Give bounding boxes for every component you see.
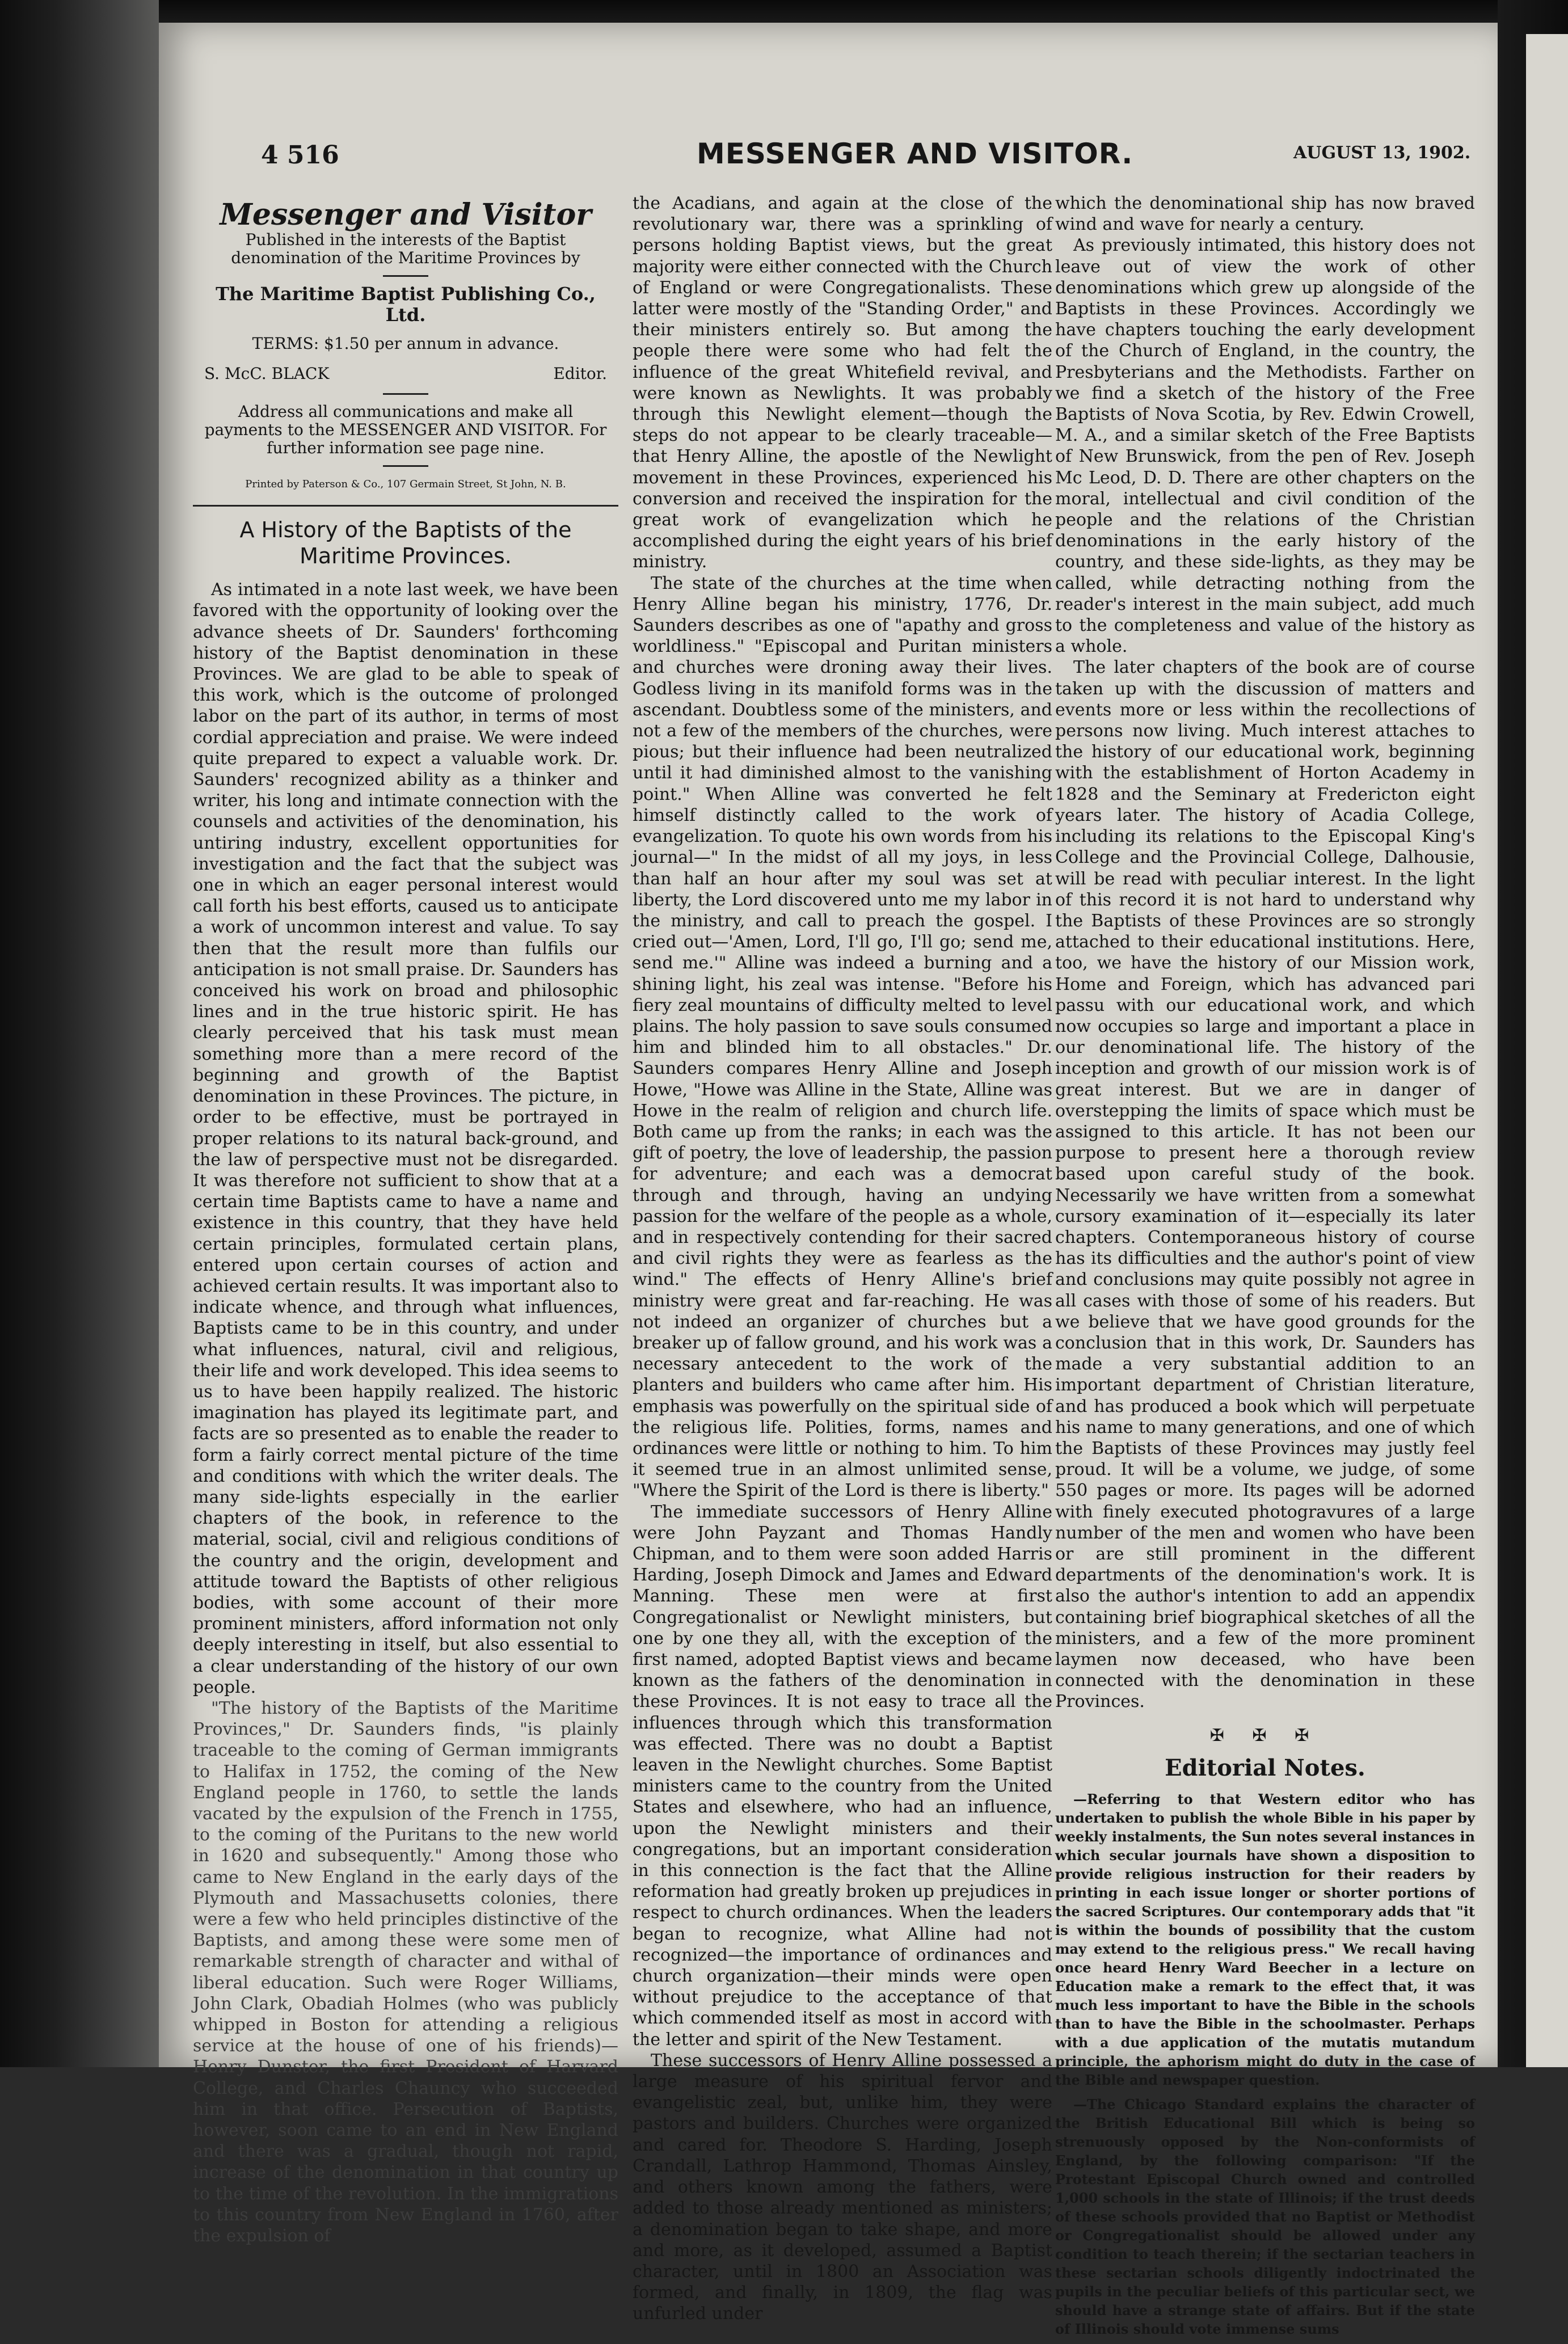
article-paragraph: As intimated in a note last week, we have been favored with the opportunity of looking over the advance sheets of Dr. Saunders' forthcoming history of the Baptist denomination in these Provinces. We are glad to be able to speak of this work, which is the outcome of prolonged labor on the part of its author, in terms of most cordial appreciation and praise. We were indeed quite prepared to expect a valuable work. Dr. Saunders' recognized ability as a thinker and writer, his long and intimate connection with the counsels and activities of the denomination, his untiring industry, excellent opportunities for investigation and the fact that the subject was one in which an eager personal interest would call forth his best efforts, caused us to anticipate a work of uncommon interest and value. To say then that the result more than fulfils our anticipation is not small praise. Dr. Saunders has conceived his work on broad and philosophic lines and in the true historic spirit. He has clearly perceived that his task must mean something more than a mere record of the beginning and growth of the Baptist denomination in these Provinces. The picture, in order to be effective, must be portrayed in proper relations to its natural back-ground, and the law of perspective must not be disregarded. It was therefore not sufficient to show that at a certain time Baptists came to have a name and existence in this country, that they have held certain principles, formulated certain plans, entered upon certain courses of action and achieved certain results. It was important also to indicate whence, and through what influences, Baptists came to be in this country, and under what influences, natural, civil and religious, their life and work developed. This idea seems to us to have been happily realized. The historic imagination has played its legitimate part, and facts are so presented as to enable the reader to form a fairly correct mental picture of the time and conditions with which the writer deals. The many side-lights especially in the earlier chapters of the book, in reference to the material, social, civil and religious conditions of the country and the origin, development and attitude toward the Baptists of other religious bodies, with some account of their more prominent ministers, afford information not only deeply interesting in itself, but also essential to a clear understanding of the history of our own people. xyxy=(193,580,618,1697)
short-rule xyxy=(383,393,428,395)
editorial-note: —Referring to that Western editor who has undertaken to publish the whole Bible in his paper by weekly instalments, the Sun notes several instances in which secular journals have shown a disposition to provide religious instruction for their readers by printing in each issue longer or shorter portions of the sacred Scriptures. Our contemporary adds that "it is within the bounds of possibility that the custom may extend to the religious press." We recall having once heard Henry Ward Beecher in a lecture on Education make a remark to the effect that, it was much less important to have the Bible in the schools than to have the Bible in the schoolmaster. Perhaps with a due application of the mutatis mutandum principle, the aphorism might do duty in the case of the Bible and newspaper question. xyxy=(1055,1791,1475,2089)
editorial-notes-title: Editorial Notes. xyxy=(1165,1754,1365,1781)
editorial-notes-body xyxy=(1055,1790,1475,2338)
newspaper-page xyxy=(159,23,1498,2338)
printer-line: Printed by Paterson & Co., 107 Germain Street, St John, N. B. xyxy=(245,478,566,491)
masthead-title: Messenger and Visitor xyxy=(220,197,592,232)
column-3 xyxy=(1055,193,1475,2344)
issue-date: AUGUST 13, 1902. xyxy=(1293,143,1471,163)
article-paragraph: The immediate successors of Henry Alline were John Payzant and Thomas Handly Chipman, and to them were soon added Harris Harding, Joseph Dimock and James and Edward Manning. These men were at first Congregationalist or Newlight ministers, but one by one they all, with the exception of the first named, adopted Baptist views and became known as the fathers of the denomination in these Provinces. It is not easy to trace all the influences through which this transformation was effected. There was no doubt a Baptist leaven in the Newlight churches. Some Baptist ministers came to the country from the United States and elsewhere, who had an influence, upon the Newlight ministers and their congregations, but an important consideration in this connection is the fact that the Alline reformation had greatly broken up prejudices in respect to church ordinances. When the leaders began to recognize, what Alline had not recognized—the importance of ordinances and church organization—their minds were open without prejudice to the acceptance of that which commended itself as most in accord with the letter and spirit of the New Testament. xyxy=(633,1502,1052,2050)
editor-name: S. McC. BLACK xyxy=(204,364,330,383)
article-paragraph: "The history of the Baptists of the Maritime Provinces," Dr. Saunders finds, "is plainly traceable to the coming of German immigrants to Halifax in 1752, the coming of the New England people in 1760, to settle the lands vacated by the expulsion of the French in 1755, to the coming of the Puritans to the new world in 1620 and subsequently." Among those who came to New England in the early days of the Plymouth and Massachusetts colonies, there were a few who held principles distinctive of the Baptists, and among these were some men of remarkable strength of character and withal of liberal education. Such were Roger Williams, John Clark, Obadiah Holmes (who was publicly whipped in Boston for attending a religious service at the house of one of his friends)—Henry Dunster, the first President of Harvard College, and Charles Chauncy who succeeded him in that office. Persecution of Baptists, however, soon came to an end in New England and there was a gradual, though not rapid, increase of the denomination in that country up to the time of the revolution. In the immigrations to this country from New England in 1760, after the expulsion of xyxy=(193,1698,618,2246)
article-paragraph: The later chapters of the book are of course taken up with the discussion of matters and events more or less within the recollections of persons now living. Much interest attaches to the history of our educational work, beginning with the establishment of Horton Academy in 1828 and the Seminary at Fredericton eight years later. The history of Acadia College, including its relations to the Episcopal King's College and the Provincial College, Dalhousie, will be read with peculiar interest. In the light of this record it is not hard to understand why the Baptists of these Provinces are so strongly attached to their educational institutions. Here, too, we have the history of our Mission work, Home and Foreign, which has advanced pari passu with our educational work, and which now occupies so large and important a place in our denominational life. The history of the inception and growth of our mission work is of great interest. But we are in danger of overstepping the limits of space which must be assigned to this article. It has not been our purpose to present here a thorough review based upon careful study of the book. Necessarily we have written from a somewhat cursory examination of it—especially its later chapters. Contemporaneous history of course has its difficulties and the author's point of view and conclusions may quite possibly not agree in all cases with those of some of his readers. But we believe that we have good grounds for the conclusion that in this work, Dr. Saunders has made a very substantial addition to an important department of Christian literature, and has produced a book which will perpetuate his name to many generations, and one of which the Baptists of these Provinces may justly feel proud. It will be a volume, we judge, of some 550 pages or more. Its pages will be adorned with finely executed photogravures of a large number of the men and women who have been or are still prominent in the different departments of the denomination's work. It is also the author's intention to add an appendix containing brief biographical sketches of all the ministers, and a few of the more prominent laymen now deceased, who have been connected with the denomination in these Provinces. xyxy=(1055,657,1475,1712)
article-paragraph: These successors of Henry Alline possessed a large measure of his spiritual fervor and evangelistic zeal, but, unlike him, they were pastors and builders. Churches were organized and cared for. Theodore S. Harding, Joseph Crandall, Lathrop Hammond, Thomas Ainsley, and others known among the fathers, were added to those already mentioned as ministers; a denomination began to take shape, and more and more, as it developed, assumed a Baptist character, until in 1800 an Association was formed, and finally, in 1809, the flag was unfurled under xyxy=(633,2050,1052,2324)
next-page-edge xyxy=(1526,34,1568,2067)
publisher-name: The Maritime Baptist Publishing Co., Ltd. xyxy=(216,283,596,326)
masthead-subtitle: Published in the interests of the Baptist denomination of the Maritime Provinces by xyxy=(231,230,580,268)
page-header xyxy=(159,23,1498,182)
scan-left-border xyxy=(0,0,159,2067)
article-body-col1 xyxy=(193,579,618,2246)
editor-line xyxy=(204,363,607,384)
article-title: A History of the Baptists of the Maritime Provinces. xyxy=(239,517,572,569)
column-2 xyxy=(633,193,1052,2325)
address-notice: Address all communications and make all payments to the MESSENGER AND VISITOR. For further information see page nine. xyxy=(204,402,607,458)
article-paragraph: As previously intimated, this history does not leave out of view the work of other denominations which grew up alongside of the Baptists in these Provinces. Accordingly we have chapters touching the early development of the Church of England, in the country, the Presbyterians and the Methodists. Farther on we find a sketch of the history of the Free Baptists of Nova Scotia, by Rev. Edwin Crowell, M. A., and a similar sketch of the Free Baptists of New Brunswick, from the pen of Rev. Joseph Mc Leod, D. D. There are other chapters on the moral, intellectual and civil condition of the people and the relations of the Christian denominations in the early history of the country, and these side-lights, as they may be called, while detracting nothing from the reader's interest in the main subject, add much to the completeness and value of the history as a whole. xyxy=(1055,235,1475,657)
editorial-note: —The Chicago Standard explains the character of the British Educational Bill which is being so strenuously opposed by the Non-conformists of England, by the following comparison: "If the Protestant Episcopal Church owned and controlled 1,000 schools in the state of Illinois; if the trust deeds of these schools provided that no Baptist or Methodist or Congregationalist should be allowed under any condition to teach therein; if the sectarian teachers in these sectarian schools diligently indoctrinated the pupils in the peculiar beliefs of this particular sect, we should have a strange state of affairs. But if the state of Illinois should vote immense sums xyxy=(1055,2096,1475,2338)
paper-title: MESSENGER AND VISITOR. xyxy=(697,137,1133,170)
article-paragraph: The state of the churches at the time when Henry Alline began his ministry, 1776, Dr. Saunders describes as one of "apathy and gross worldliness." "Episcopal and Puritan ministers and churches were droning away their lives. Godless living in its manifold forms was in the ascendant. Doubtless some of the ministers, and not a few of the members of the churches, were pious; but their influence had been neutralized until it had diminished almost to the vanishing point." When Alline was converted he felt himself distinctly called to the work of evangelization. To quote his own words from his journal—" In the midst of all my joys, in less than half an hour after my soul was set at liberty, the Lord discovered unto me my labor in the ministry, and call to preach the gospel. I cried out—'Amen, Lord, I'll go, I'll go; send me, send me.'" Alline was indeed a burning and a shining light, his zeal was intense. "Before his fiery zeal mountains of difficulty melted to level plains. The holy passion to save souls consumed him and blinded him to all obstacles." Dr. Saunders compares Henry Alline and Joseph Howe, "Howe was Alline in the State, Alline was Howe in the realm of religion and church life. Both came up from the ranks; in each was the gift of poetry, the love of leadership, the passion for adventure; and each was a democrat through and through, having an undying passion for the welfare of the people as a whole, and in respectively contending for their sacred and civil rights they were as fearless as the wind." The effects of Henry Alline's brief ministry were great and far-reaching. He was not indeed an organizer of churches but a breaker up of fallow ground, and his work was a necessary antecedent to the work of the planters and builders who came after him. His emphasis was powerfully on the spiritual side of the religious life. Polities, forms, names and ordinances were little or nothing to him. To him it seemed true in an almost unlimited sense, "Where the Spirit of the Lord is there is liberty." xyxy=(633,573,1052,1501)
section-separator: ✠ ✠ ✠ xyxy=(1209,1725,1321,1746)
masthead-box xyxy=(193,197,618,495)
article-paragraph: which the denominational ship has now braved wind and wave for nearly a century. xyxy=(1055,193,1475,235)
short-rule xyxy=(383,465,428,467)
column-1 xyxy=(193,193,618,2246)
page-number: 4 516 xyxy=(261,141,339,170)
editor-role: Editor. xyxy=(553,364,607,383)
article-paragraph: the Acadians, and again at the close of the revolutionary war, there was a sprinkling of persons holding Baptist views, but the great majority were either connected with the Church of England or were Congregationalists. These latter were mostly of the "Standing Order," and their ministers entirely so. But among the people there were some who had felt the influence of the great Whitefield revival, and were known as Newlights. It was probably through this Newlight element—though the steps do not appear to be clearly traceable—that Henry Alline, the apostle of the Newlight movement in these Provinces, experienced his conversion and received the inspiration for the great work of evangelization which he accomplished during the eight years of his brief ministry. xyxy=(633,193,1052,572)
short-rule xyxy=(383,275,428,277)
subscription-terms: TERMS: $1.50 per annum in advance. xyxy=(252,334,559,353)
column-rule xyxy=(193,505,618,507)
